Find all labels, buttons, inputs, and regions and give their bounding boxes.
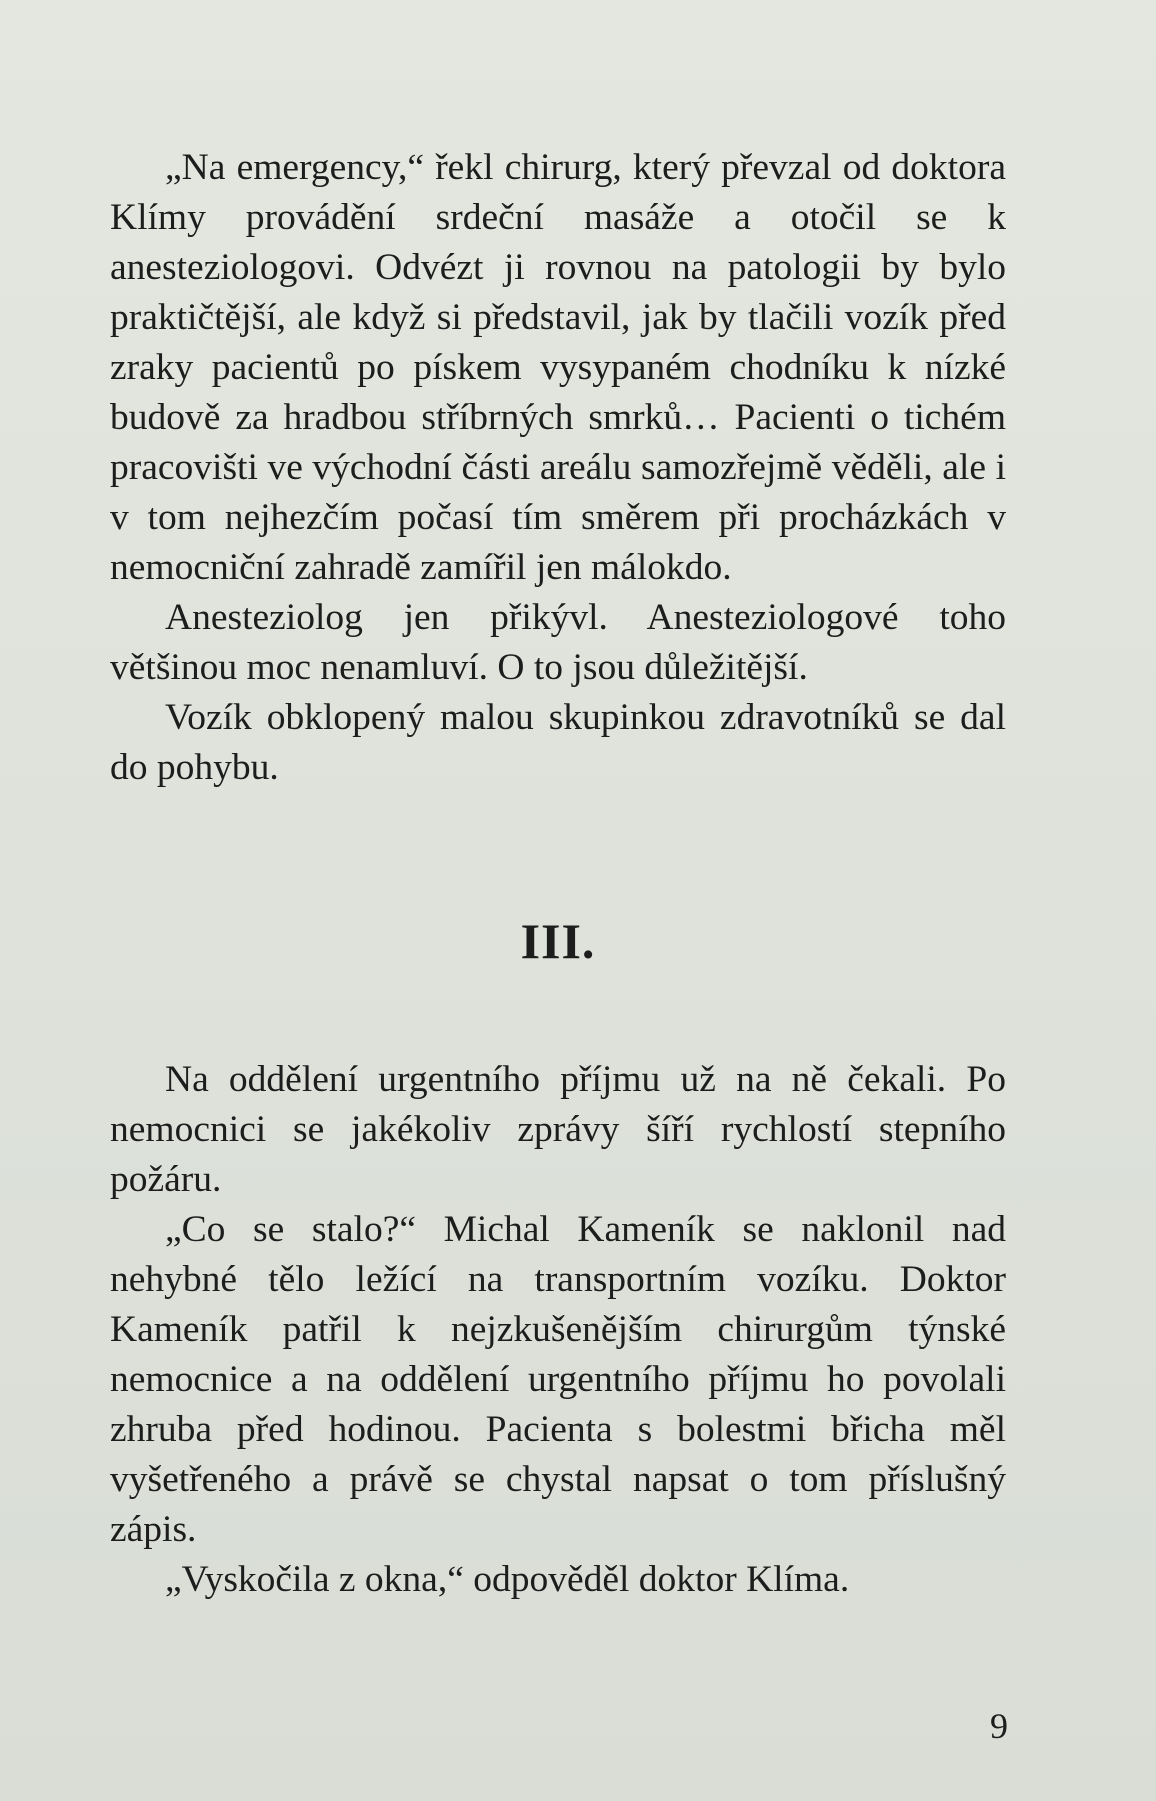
book-page bbox=[110, 143, 1006, 1605]
paragraph-emergency: „Na emergency,“ řekl chirurg, který převzal od doktora Klímy provádění srdeční masáže a otočil se k anesteziologovi. Odvézt ji rovnou na patologii by bylo praktičtější, ale když si představil, jak by tlačili vozík před zraky pacientů po pískem vysypaném chodníku k nízké budově za hradbou stříbrných smrků… Pacienti o tichém pracovišti ve východní části areálu samozřejmě věděli, ale i v tom nejhezčím počasí tím směrem při procházkách v nemocniční zahradě zamířil jen málokdo. bbox=[110, 147, 1006, 588]
paragraph-urgent-intake: Na oddělení urgentního příjmu už na ně čekali. Po nemocnici se jakékoliv zprávy šíří rychlostí stepního požáru. bbox=[110, 1059, 1006, 1200]
paragraph-kamenik: „Co se stalo?“ Michal Kameník se naklonil nad nehybné tělo ležící na transportním vozíku. Doktor Kameník patřil k nejzkušenějším chirurgům týnské nemocnice a na oddělení urgentního příjmu ho povolali zhruba před hodinou. Pacienta s bolestmi břicha měl vyšetřeného a právě se chystal napsat o tom příslušný zápis. bbox=[110, 1209, 1006, 1550]
chapter-heading: III. bbox=[520, 913, 596, 969]
paragraph-anesthesiologist: Anesteziolog jen přikývl. Anesteziologové toho většinou moc nenamluví. O to jsou důležitější. bbox=[110, 597, 1006, 688]
paragraph-window: „Vyskočila z okna,“ odpověděl doktor Klíma. bbox=[165, 1559, 850, 1600]
paragraph-trolley: Vozík obklopený malou skupinkou zdravotníků se dal do pohybu. bbox=[110, 697, 1006, 788]
page-number: 9 bbox=[990, 1706, 1008, 1746]
